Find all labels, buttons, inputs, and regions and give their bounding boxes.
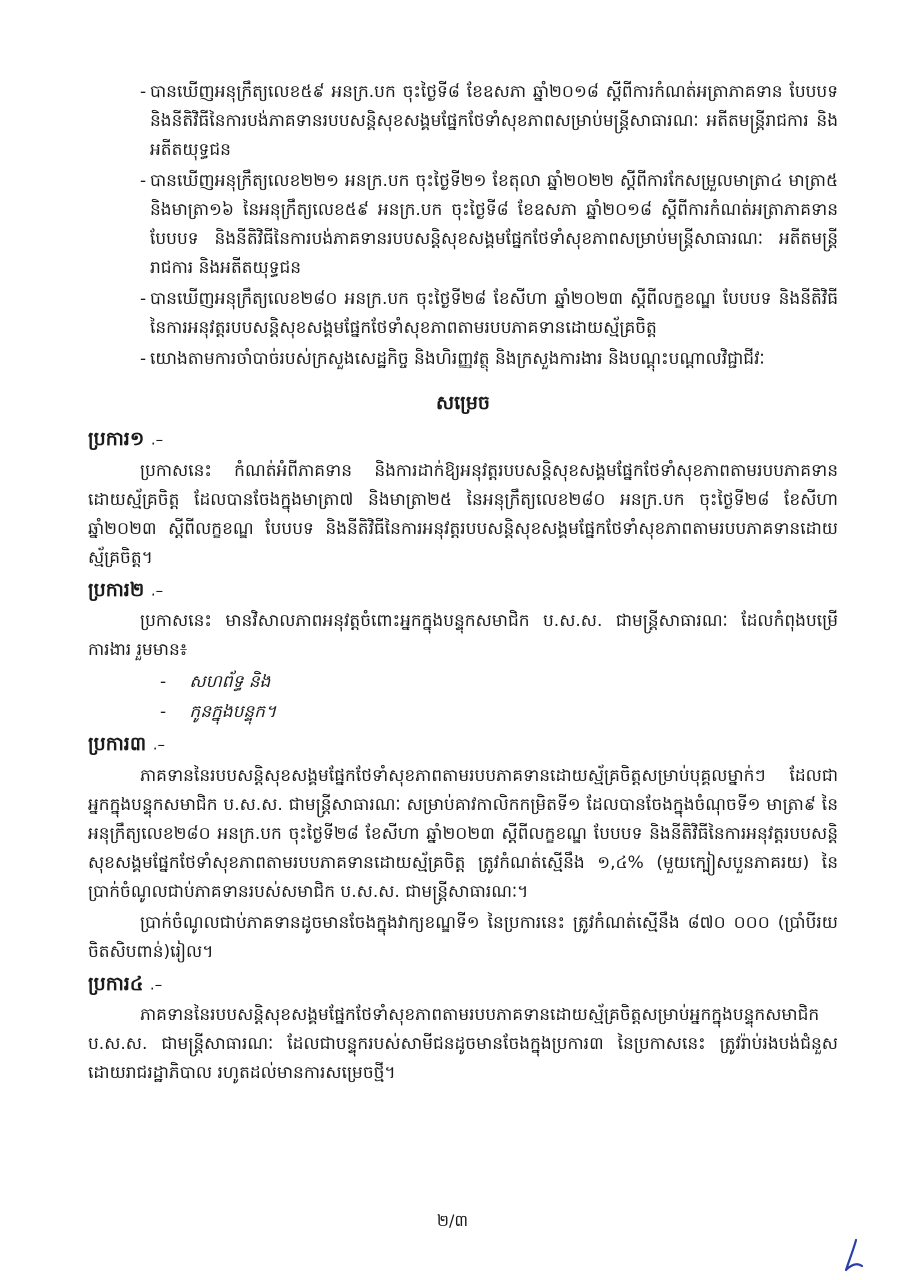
document-content — [88, 78, 838, 1090]
preamble-item — [88, 285, 838, 343]
page-number: ២/៣ — [436, 1211, 469, 1230]
list-item — [160, 667, 838, 697]
article-title-text: ប្រការ២ — [88, 578, 145, 601]
article-title-text: ប្រការ៤ — [88, 972, 144, 995]
article-title-deco: .– — [150, 581, 164, 599]
article-paragraph: ប្រកាសនេះ កំណត់អំពីភាគទាន និងការដាក់ឱ្យអនុវត្តរបបសន្តិសុខសង្គមផ្នែកថែទាំសុខភាពតាមរបបភាគទានដោយស្ម័គ្រចិត្ត ដែលបានចែងក្នុងមាត្រា៧ និងមាត្រា២៥ នៃអនុក្រឹត្យលេខ២៨០ អនក្រ.បក ចុះថ្ងៃទី២៨ ខែសីហា ឆ្នាំ២០២៣ ស្តីពីលក្ខខណ្ឌ បែបបទ និងនីតិវិធីនៃការអនុវត្តរបបសន្តិសុខសង្គមផ្នែកថែទាំសុខភាពតាមរបបភាគទានដោយស្ម័គ្រចិត្ត។ — [88, 460, 838, 568]
article-title — [88, 575, 838, 606]
preamble-text: បានឃើញអនុក្រឹត្យលេខ២២១ អនក្រ.បក ចុះថ្ងៃទី២១ ខែតុលា ឆ្នាំ២០២២ ស្តីពីការកែសម្រួលមាត្រា៤ មាត្រា៥ និងមាត្រា១៦ នៃអនុក្រឹត្យលេខ៥៩ អនក្រ.បក ចុះថ្ងៃទី៨ ខែឧសភា ឆ្នាំ២០១៨ ស្តីពីការកំណត់អត្រាភាគទាន បែបបទ និងនីតិវិធីនៃការបង់ភាគទានរបបសន្តិសុខសង្គមផ្នែកថែទាំសុខភាពសម្រាប់មន្ត្រីសាធារណៈ អតីតមន្ត្រីរាជការ និងអតីតយុទ្ធជន — [150, 171, 838, 278]
article-title-text: ប្រការ៣ — [88, 733, 147, 755]
article-3 — [88, 729, 838, 967]
preamble-item — [88, 345, 838, 374]
list-dash: - — [160, 672, 167, 692]
list-dash: - — [140, 349, 147, 369]
preamble-text: បានឃើញអនុក្រឹត្យលេខ៥៩ អនក្រ.បក ចុះថ្ងៃទី៨ ខែឧសភា ឆ្នាំ២០១៨ ស្តីពីការកំណត់អត្រាភាគទាន បែបបទ និងនីតិវិធីនៃការបង់ភាគទានរបបសន្តិសុខសង្គមផ្នែកថែទាំសុខភាពសម្រាប់មន្ត្រីសាធារណៈ អតីតមន្ត្រីរាជការ និងអតីតយុទ្ធជន — [150, 82, 838, 160]
beneficiary-list — [160, 667, 838, 727]
article-title-text: ប្រការ១ — [88, 428, 145, 450]
preamble-list — [88, 78, 838, 374]
article-2 — [88, 575, 838, 728]
preamble-text: បានឃើញអនុក្រឹត្យលេខ២៨០ អនក្រ.បក ចុះថ្ងៃទី២៨ ខែសីហា ឆ្នាំ២០២៣ ស្តីពីលក្ខខណ្ឌ បែបបទ និងនីតិវិធីនៃការអនុវត្តរបបសន្តិសុខសង្គមផ្នែកថែទាំសុខភាពតាមរបបភាគទានដោយស្ម័គ្រចិត្ត — [150, 289, 838, 338]
article-title-deco: .– — [149, 975, 163, 993]
list-item — [160, 697, 838, 727]
article-title-deco: .– — [150, 430, 164, 449]
article-title — [88, 424, 838, 455]
list-dash: - — [140, 289, 147, 309]
article-1 — [88, 424, 838, 573]
list-item-text: កូនក្នុងបន្ទុក។ — [189, 702, 277, 722]
preamble-item — [88, 167, 838, 283]
article-title-deco: .– — [152, 735, 165, 754]
handwritten-initial-mark — [838, 1236, 868, 1276]
article-paragraph: ប្រកាសនេះ មានវិសាលភាពអនុវត្តចំពោះអ្នកក្នុងបន្ទុកសមាជិក ប.ស.ស. ជាមន្ត្រីសាធារណៈ ដែលកំពុងបម្រើការងារ រួមមាន៖ — [88, 611, 838, 660]
article-4 — [88, 969, 838, 1089]
article-paragraph: ភាគទាននៃរបបសន្តិសុខសង្គមផ្នែកថែទាំសុខភាពតាមរបបភាគទានដោយស្ម័គ្រចិត្តសម្រាប់បុគ្គលម្នាក់ៗ ដែលជាអ្នកក្នុងបន្ទុកសមាជិក ប.ស.ស. ជាមន្ត្រីសាធារណៈ សម្រាប់គាវកាលិកកម្រិតទី១ ដែលបានចែងក្នុងចំណុចទី១ មាត្រា៩ នៃអនុក្រឹត្យលេខ២៨០ អនក្រ.បក ចុះថ្ងៃទី២៨ ខែសីហា ឆ្នាំ២០២៣ ស្តីពីលក្ខខណ្ឌ បែបបទ និងនីតិវិធីនៃការអនុវត្តរបបសន្តិសុខសង្គមផ្នែកថែទាំសុខភាពតាមរបបភាគទានដោយស្ម័គ្រចិត្ត ត្រូវកំណត់ស្មើនឹង ១,៤% (មួយក្បៀសបួនភាគរយ) នៃប្រាក់ចំណូលជាប់ភាគទានរបស់សមាជិក ប.ស.ស. ជាមន្ត្រីសាធារណៈ។ — [88, 765, 838, 902]
decision-heading: សម្រេច — [436, 392, 490, 414]
list-dash: - — [140, 82, 147, 102]
list-item-text: សហព័ទ្ធ និង — [189, 672, 271, 692]
article-paragraph: ប្រាក់ចំណូលជាប់ភាគទានដូចមានចែងក្នុងវាក្យខណ្ឌទី១ នៃប្រការនេះ ត្រូវកំណត់ស្មើនឹង ៨៧០ ០០០ (ប្រាំបីរយចិតសិបពាន់)រៀល។ — [88, 912, 838, 962]
article-paragraph: ភាគទាននៃរបបសន្តិសុខសង្គមផ្នែកថែទាំសុខភាពតាមរបបភាគទានដោយស្ម័គ្រចិត្តសម្រាប់អ្នកក្នុងបន្ទុកសមាជិក ប.ស.ស. ជាមន្ត្រីសាធារណៈ ដែលជាបន្ទុករបស់សាមីជនដូចមានចែងក្នុងប្រការ៣ នៃប្រកាសនេះ ត្រូវរ៉ាប់រងបង់ជំនួសដោយរាជរដ្ឋាភិបាល រហូតដល់មានការសម្រេចថ្មី។ — [88, 1005, 838, 1083]
article-title — [88, 729, 838, 760]
preamble-text: យោងតាមការចាំបាច់របស់ក្រសួងសេដ្ឋកិច្ច និងហិរញ្ញវត្ថុ និងក្រសួងការងារ និងបណ្តុះបណ្តាលវិជ្ជាជីវៈ — [150, 349, 765, 369]
list-dash: - — [160, 702, 167, 722]
preamble-item — [88, 78, 838, 165]
article-title — [88, 969, 838, 1000]
list-dash: - — [140, 171, 147, 191]
